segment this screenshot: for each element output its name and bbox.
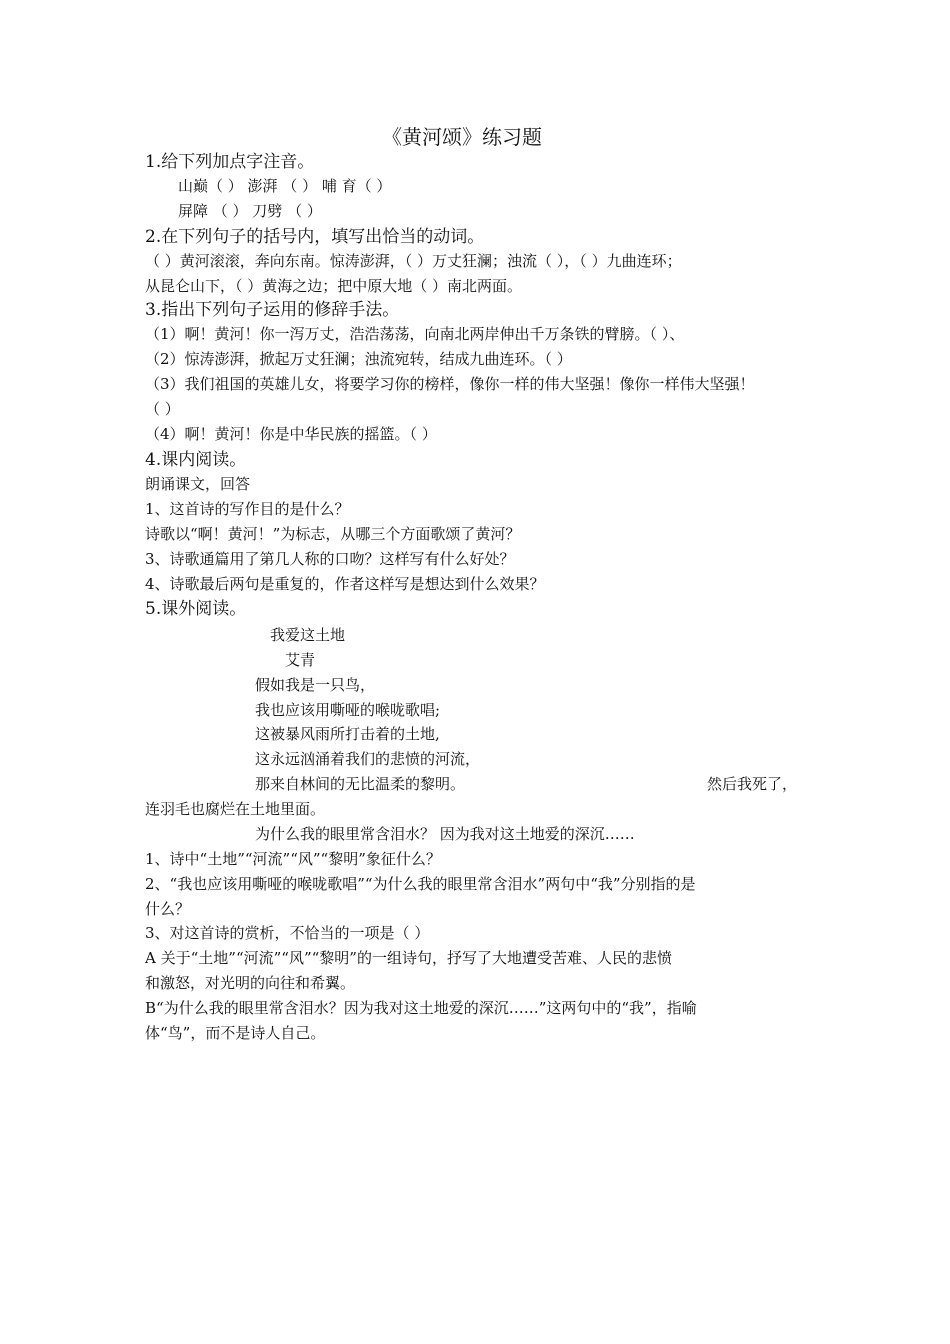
- option-a-line-2: 和激怒，对光明的向往和希翼。: [145, 974, 356, 992]
- poem-line-6-cont: 连羽毛也腐烂在土地里面。: [145, 800, 326, 818]
- option-b-line-2: 体“鸟”，而不是诗人自己。: [145, 1024, 326, 1042]
- question-3-sentence-1: （1）啊！黄河！你一泻万丈，浩浩荡荡，向南北两岸伸出千万条铁的臂膀。（ ）、: [145, 325, 685, 343]
- poem-line-5: 那来自林间的无比温柔的黎明。: [255, 775, 466, 793]
- question-4-item-4: 4、诗歌最后两句是重复的，作者这样写是想达到什么效果？: [145, 575, 545, 593]
- question-3-sentence-4: （4）啊！黄河！你是中华民族的摇篮。（ ）: [145, 425, 437, 443]
- poem-line-2: 我也应该用嘶哑的喉咙歌唱;: [255, 701, 441, 719]
- question-4-item-2: 诗歌以“啊！黄河！”为标志，从哪三个方面歌颂了黄河？: [145, 525, 521, 543]
- question-5-item-3: 3、对这首诗的赏析，不恰当的一项是（ ）: [145, 924, 430, 942]
- question-3-heading: 3.指出下列句子运用的修辞手法。: [145, 300, 400, 320]
- question-3-sentence-3: （3）我们祖国的英雄儿女，将要学习你的榜样，像你一样的伟大坚强！像你一样伟大坚强！: [145, 375, 755, 393]
- poem-line-4: 这永远汹涌着我们的悲愤的河流，: [255, 750, 481, 768]
- poem-line-1: 假如我是一只鸟，: [255, 676, 376, 694]
- question-5-item-2-cont: 什么？: [145, 900, 191, 918]
- option-a-line-1: A 关于“土地”“河流”“风”“黎明”的一组诗句，抒写了大地遭受苦难、人民的悲愤: [145, 949, 672, 967]
- question-1-heading: 1.给下列加点字注音。: [145, 152, 315, 172]
- question-3-sentence-3-cont: （ ）: [145, 400, 180, 418]
- question-5-item-1: 1、诗中“土地”“河流”“风”“黎明”象征什么？: [145, 850, 441, 868]
- poem-author: 艾青: [285, 651, 316, 669]
- question-4-item-3: 3、诗歌通篇用了第几人称的口吻？这样写有什么好处？: [145, 550, 515, 568]
- poem-line-3: 这被暴风雨所打击着的土地,: [255, 725, 440, 743]
- question-5-item-2: 2、“我也应该用嘶哑的喉咙歌唱”“为什么我的眼里常含泪水”两句中“我”分别指的是: [145, 875, 696, 893]
- document-title: 《黄河颂》练习题: [382, 125, 542, 149]
- question-5-heading: 5.课外阅读。: [145, 599, 247, 619]
- question-1-row-2: 屏障 （ ） 刀劈 （ ）: [178, 202, 322, 220]
- question-2-line-1: （ ）黄河滚滚，奔向东南。惊涛澎湃，（ ）万丈狂澜；浊流（ ），（ ）九曲连环；: [145, 252, 682, 270]
- poem-line-7: 为什么我的眼里常含泪水？ 因为我对这土地爱的深沉……: [255, 825, 635, 843]
- poem-title: 我爱这土地: [270, 626, 346, 644]
- question-2-line-2: 从昆仑山下，（ ）黄海之边；把中原大地（ ）南北两面。: [145, 277, 523, 295]
- question-4-heading: 4.课内阅读。: [145, 450, 247, 470]
- question-2-heading: 2.在下列句子的括号内，填写出恰当的动词。: [145, 227, 485, 247]
- question-4-intro: 朗诵课文，回答: [145, 475, 251, 493]
- question-3-sentence-2: （2）惊涛澎湃，掀起万丈狂澜；浊流宛转，结成九曲连环。（ ）: [145, 350, 572, 368]
- question-4-item-1: 1、这首诗的写作目的是什么？: [145, 500, 350, 518]
- poem-line-6: 然后我死了，: [707, 775, 798, 793]
- question-1-row-1: 山巅（ ） 澎湃 （ ） 哺 育（ ）: [178, 177, 392, 195]
- option-b-line-1: B“为什么我的眼里常含泪水？因为我对这土地爱的深沉……”这两句中的“我”，指喻: [145, 999, 697, 1017]
